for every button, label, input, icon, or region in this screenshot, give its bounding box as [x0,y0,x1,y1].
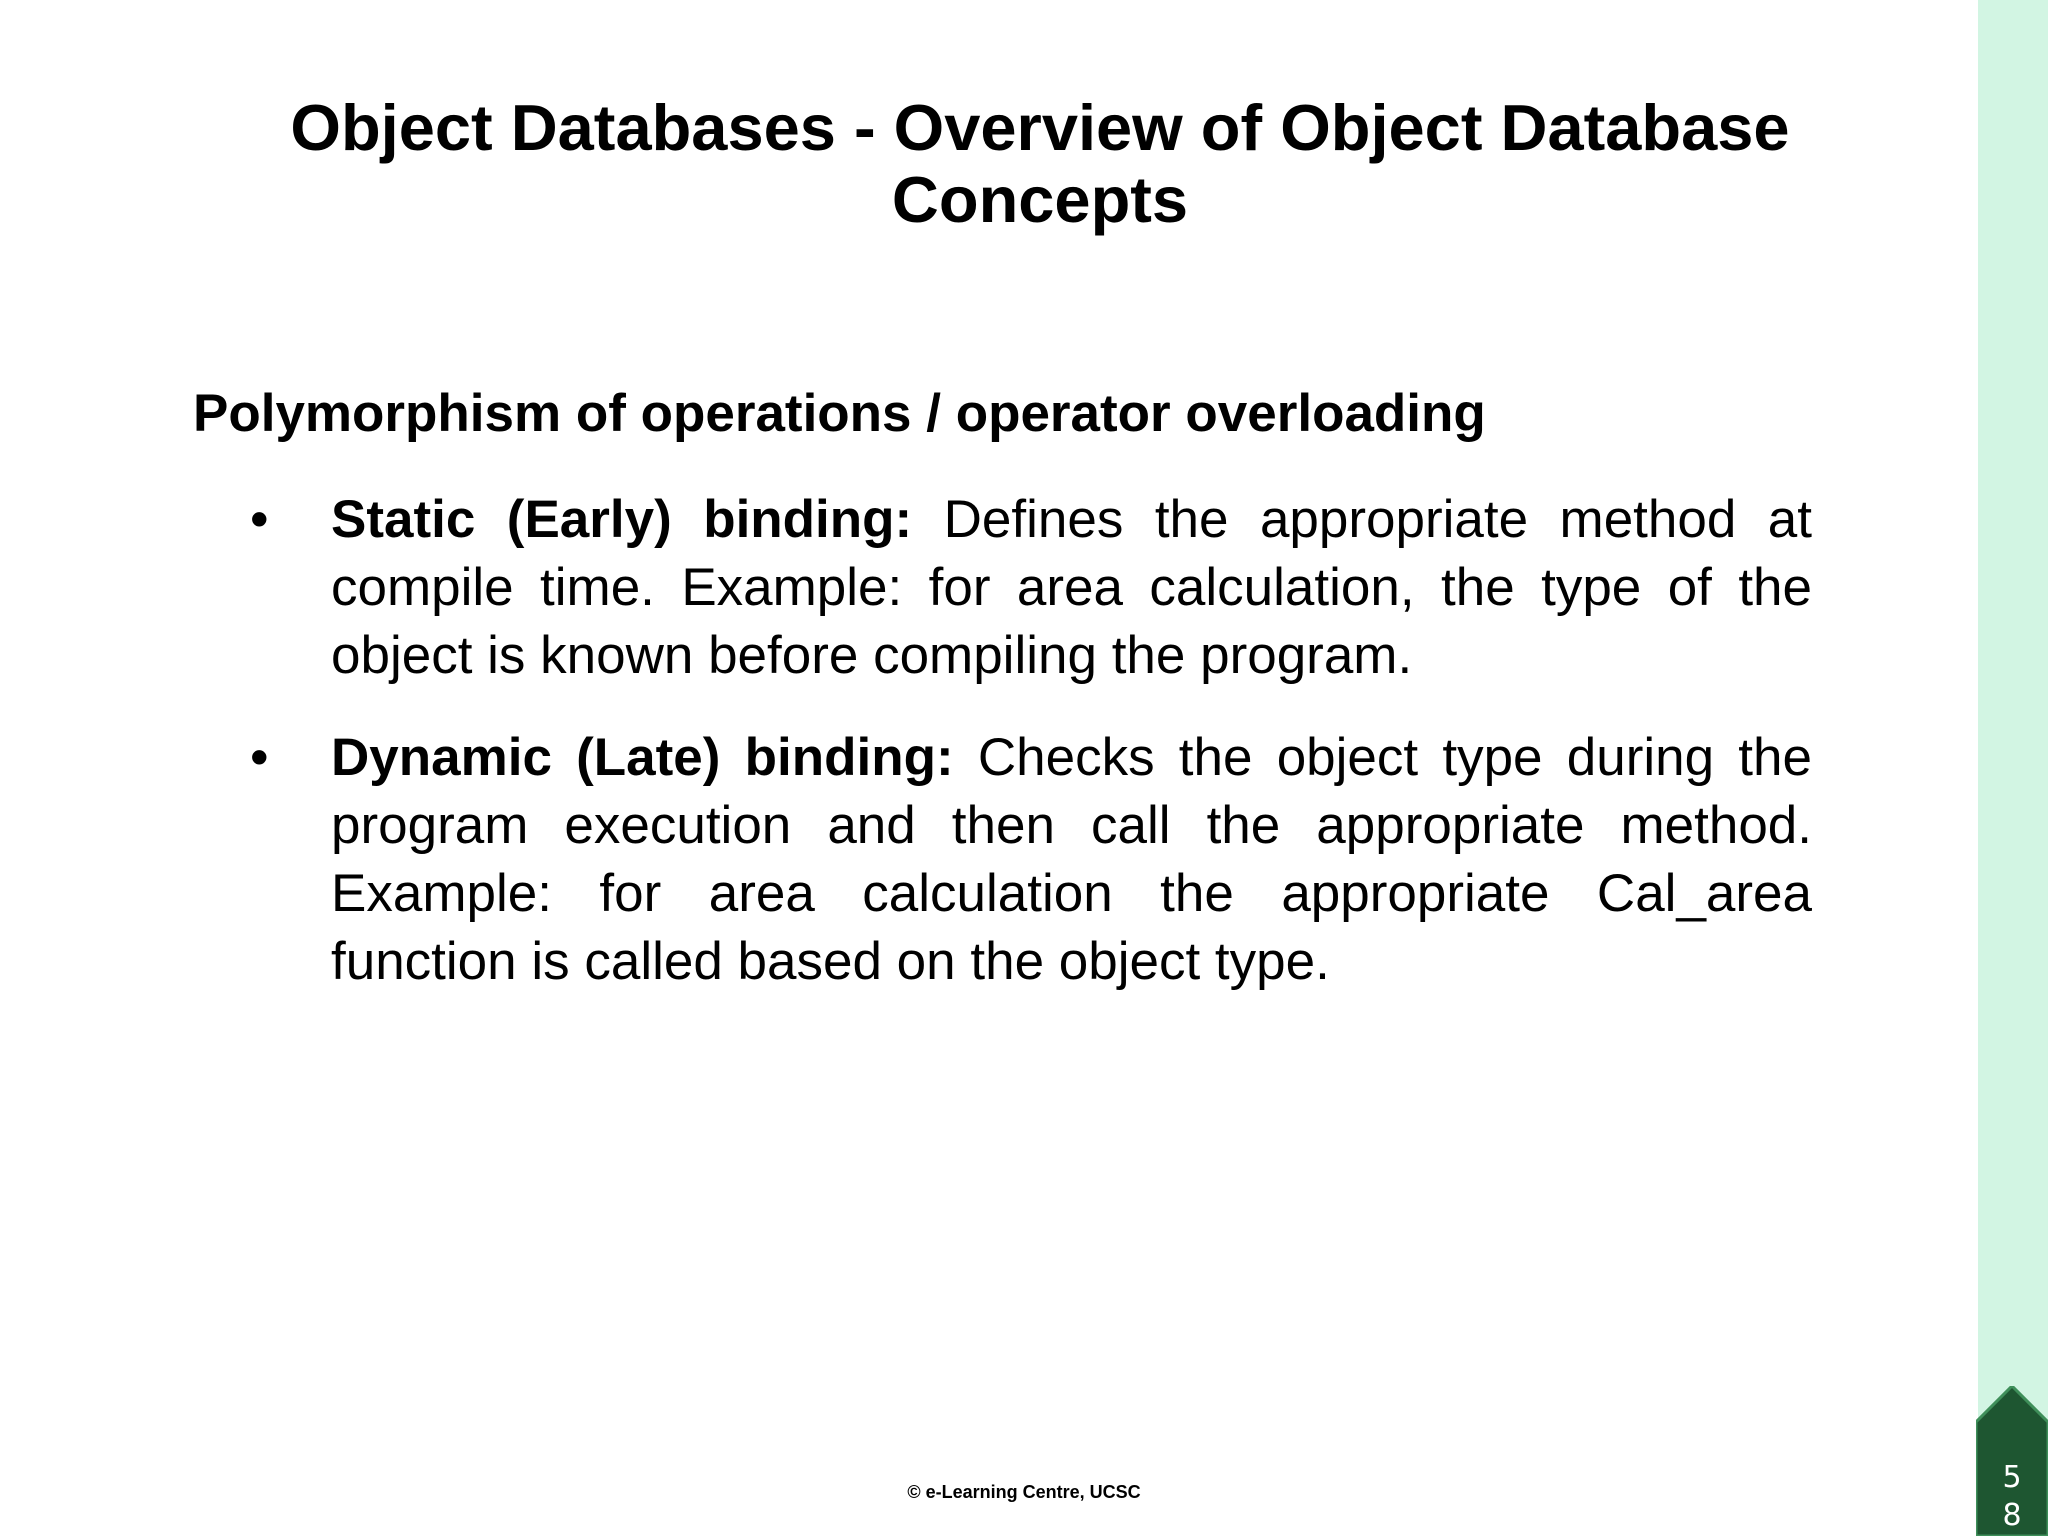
bullet-term: Static (Early) binding: [331,490,913,549]
slide-title: Object Databases - Overview of Object Database Concepts [290,91,1790,236]
copyright-footer: © e-Learning Centre, UCSC [907,1482,1141,1502]
bullet-dynamic-binding [250,724,1812,996]
page-number-digit: 8 [2002,1498,2022,1533]
bullet-list [250,486,1812,1030]
bullet-marker: • [250,490,269,549]
bullet-text: Defines the appropriate method at compile time. Example: for area calculation, the type of the object is known before compiling the program. [331,490,1812,685]
section-subheading: Polymorphism of operations / operator overloading [193,384,1486,443]
page-number-digit: 5 [2002,1460,2022,1495]
bullet-static-binding [250,486,1812,690]
bullet-text: Checks the object type during the program execution and then call the appropriate method. Example: for area calculation the appropriate Cal_area function is called based on the object type. [331,728,1812,991]
bullet-term: Dynamic (Late) binding: [331,728,954,787]
side-strip [1978,0,2048,1536]
page-number-badge [1976,1386,2048,1536]
bullet-marker: • [250,728,269,787]
